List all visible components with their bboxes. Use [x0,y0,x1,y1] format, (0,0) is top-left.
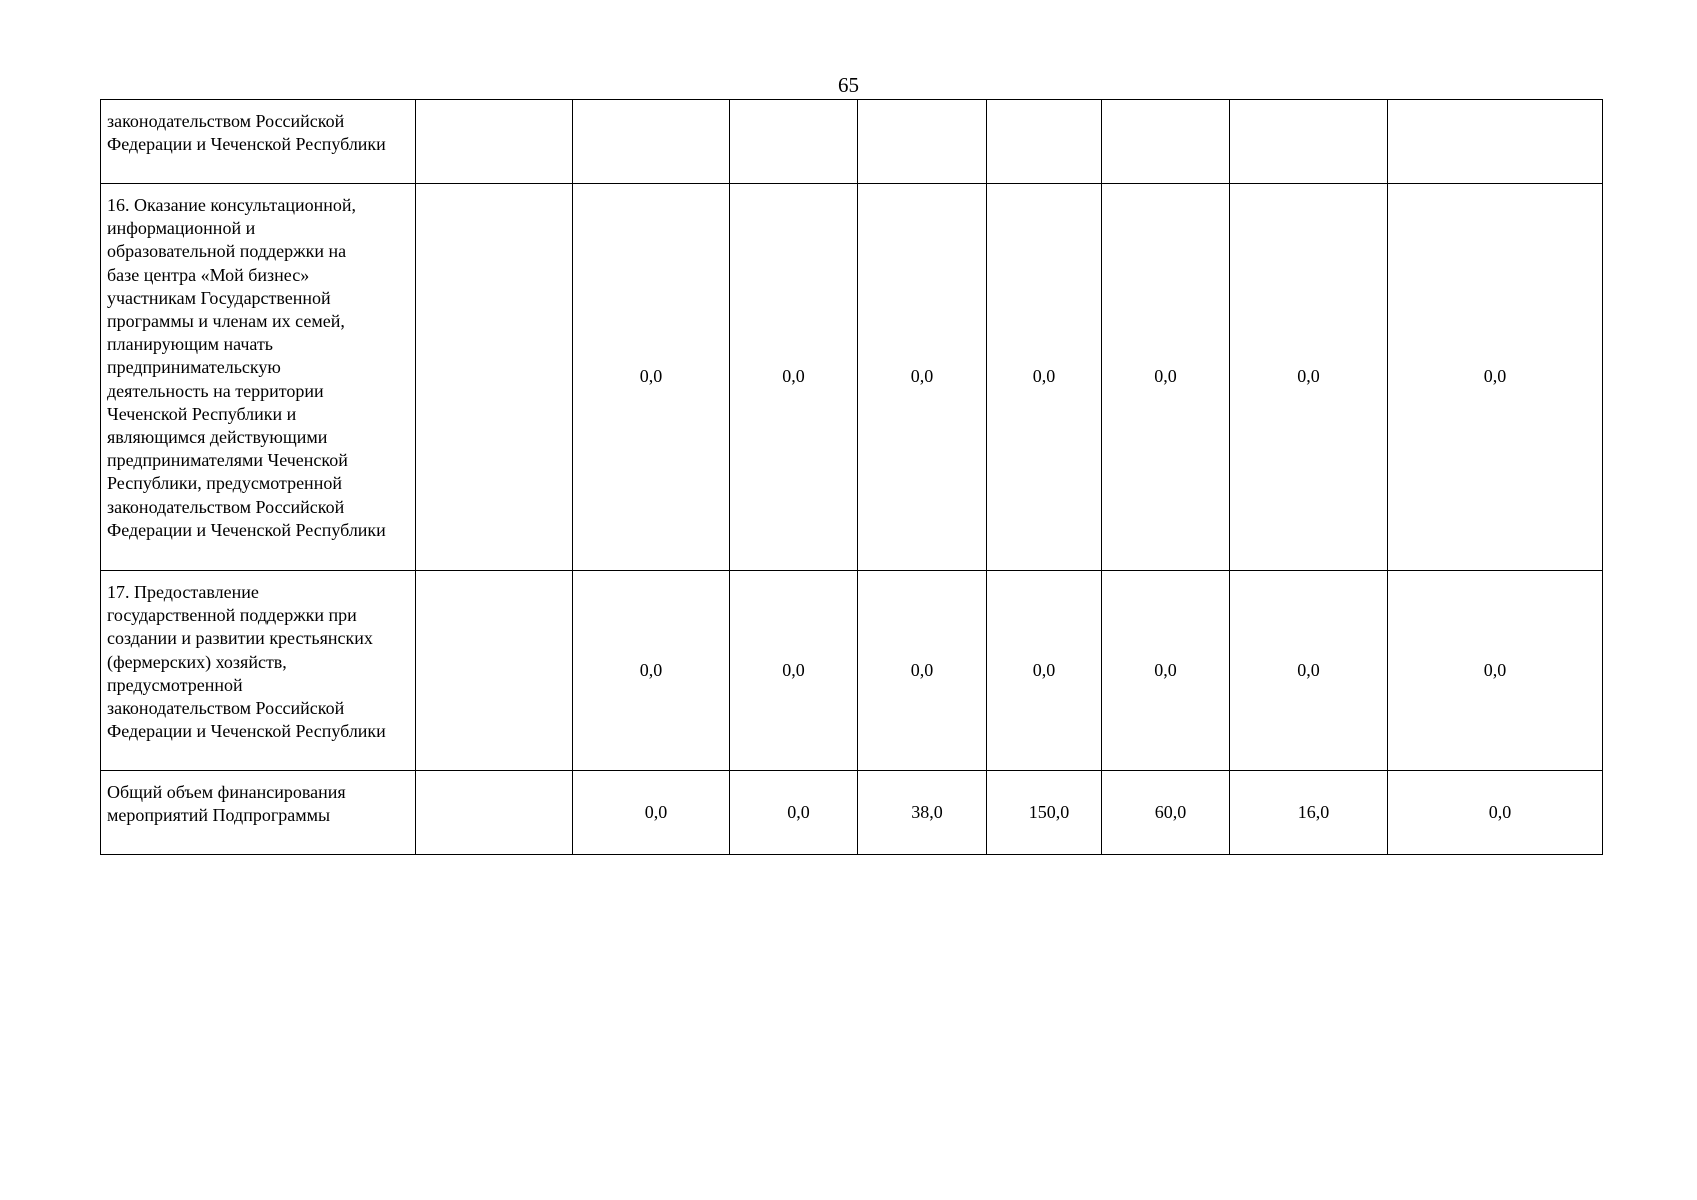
row-description: 16. Оказание консультационной, информационной и образовательной поддержки на базе центра «Мой бизнес» участникам Государственной программы и членам их семей, планирующим начать предпринимательскую деятельность на территории Чеченской Республики и являющимся действующими предпринимателями Чеченской Республики, предусмотренной законодательством Российской Федерации и Чеченской Республики [101,184,416,571]
table-cell [416,184,573,571]
table-cell: 0,0 [730,184,858,571]
table-row-continuation [101,100,1603,184]
table-cell: 0,0 [1230,571,1388,771]
table-cell: 0,0 [987,571,1102,771]
table-cell: 0,0 [858,571,987,771]
table-cell [987,100,1102,184]
table-cell: 38,0 [858,771,987,855]
table-cell: 0,0 [1388,571,1603,771]
page-number: 65 [838,73,859,97]
table-cell [858,100,987,184]
table-cell [416,100,573,184]
table-cell [730,100,858,184]
row-description: Общий объем финансирования мероприятий Подпрограммы [101,771,416,855]
table-cell [416,571,573,771]
table-cell: 0,0 [1102,184,1230,571]
table-cell: 0,0 [1388,184,1603,571]
table-cell: 0,0 [987,184,1102,571]
table-row-item-16 [101,184,1603,571]
table-cell: 0,0 [1102,571,1230,771]
table-cell: 0,0 [858,184,987,571]
table-cell [1102,100,1230,184]
row-description: законодательством Российской Федерации и Чеченской Республики [101,100,416,184]
table-cell [416,771,573,855]
row-description: 17. Предоставление государственной поддержки при создании и развитии крестьянских (фермерских) хозяйств, предусмотренной законодательством Российской Федерации и Чеченской Республики [101,571,416,771]
table-cell: 0,0 [573,771,730,855]
table-row-item-17 [101,571,1603,771]
table-cell: 0,0 [573,184,730,571]
table-cell: 60,0 [1102,771,1230,855]
table-cell [1230,100,1388,184]
table-cell [573,100,730,184]
table-cell [1388,100,1603,184]
table-cell: 150,0 [987,771,1102,855]
table-cell: 0,0 [1388,771,1603,855]
table-row-total [101,771,1603,855]
table-cell: 0,0 [573,571,730,771]
table-cell: 0,0 [1230,184,1388,571]
table-cell: 0,0 [730,771,858,855]
table-cell: 16,0 [1230,771,1388,855]
financing-table [100,99,1603,855]
table-cell: 0,0 [730,571,858,771]
